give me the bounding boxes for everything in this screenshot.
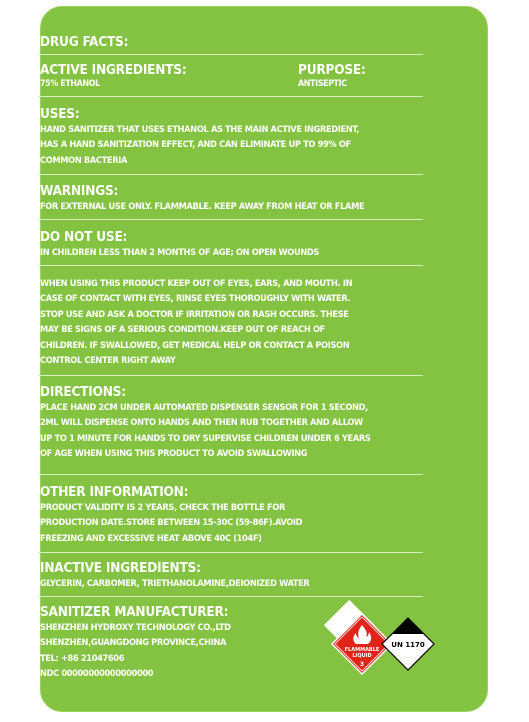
inactive-ingredients-section xyxy=(40,560,422,591)
active-ingredients-value: 75% ETHANOL xyxy=(40,79,100,89)
when-using-section xyxy=(40,276,422,368)
other-information-line: PRODUCT VALIDITY IS 2 YEARS, CHECK THE BOTTLE FOR xyxy=(40,502,285,513)
uses-heading: USES: xyxy=(40,106,80,122)
when-using-line: WHEN USING THIS PRODUCT KEEP OUT OF EYES, EARS, AND MOUTH. IN xyxy=(40,278,353,289)
divider xyxy=(38,552,423,553)
directions-heading: DIRECTIONS: xyxy=(40,384,126,400)
divider xyxy=(38,265,423,266)
purpose-column xyxy=(298,62,366,90)
uses-line: HAS A HAND SANITIZATION EFFECT, AND CAN ELIMINATE UP TO 99% OF xyxy=(40,139,351,151)
drug-facts-section xyxy=(40,34,422,50)
manufacturer-ndc: NDC 00000000000000000 xyxy=(40,668,154,680)
other-information-line: PRODUCTION DATE.STORE BETWEEN 15-30C (59-86F).AVOID xyxy=(40,517,303,529)
uses-line: COMMON BACTERIA xyxy=(40,154,127,166)
warnings-heading: WARNINGS: xyxy=(40,183,119,199)
divider xyxy=(38,174,423,175)
divider xyxy=(38,596,423,597)
drug-facts-heading: DRUG FACTS: xyxy=(40,34,129,50)
uses-line: HAND SANITIZER THAT USES ETHANOL AS THE MAIN ACTIVE INGREDIENT, xyxy=(40,124,360,135)
hazard-class-number: 3 xyxy=(359,661,365,668)
warnings-section xyxy=(40,183,422,214)
un-number-label: UN 1170 xyxy=(391,641,425,649)
inactive-ingredients-heading: INACTIVE INGREDIENTS: xyxy=(40,560,201,576)
uses-section xyxy=(40,106,422,168)
do-not-use-line: IN CHILDREN LESS THAN 2 MONTHS OF AGE; ON OPEN WOUNDS xyxy=(40,247,320,258)
flammable-label: FLAMMABLE xyxy=(344,647,380,653)
manufacturer-section xyxy=(40,604,270,682)
inactive-ingredients-line: GLYCERIN, CARBOMER, TRIETHANOLAMINE,DEIONIZED WATER xyxy=(40,578,310,589)
divider xyxy=(38,375,423,376)
when-using-line: CONTROL CENTER RIGHT AWAY xyxy=(40,355,176,367)
divider xyxy=(38,96,423,97)
directions-line: 2ML WILL DISPENSE ONTO HANDS AND THEN RUB TOGETHER AND ALLOW xyxy=(40,417,363,429)
directions-line: UP TO 1 MINUTE FOR HANDS TO DRY SUPERVISE CHILDREN UNDER 6 YEARS xyxy=(40,432,371,444)
other-information-heading: OTHER INFORMATION: xyxy=(40,484,189,500)
manufacturer-line: SHENZHEN,GUANGDONG PROVINCE,CHINA xyxy=(40,637,227,649)
do-not-use-section xyxy=(40,229,422,260)
purpose-heading: PURPOSE: xyxy=(298,62,366,78)
directions-line: OF AGE WHEN USING THIS PRODUCT TO AVOID SWALLOWING xyxy=(40,448,308,460)
liquid-label: LIQUID xyxy=(352,653,372,659)
divider xyxy=(38,474,423,475)
hazard-badges-graphic xyxy=(300,614,425,680)
manufacturer-heading: SANITIZER MANUFACTURER: xyxy=(40,604,229,620)
when-using-line: CASE OF CONTACT WITH EYES, RINSE EYES THOROUGHLY WITH WATER. xyxy=(40,293,351,305)
warnings-line: FOR EXTERNAL USE ONLY. FLAMMABLE. KEEP AWAY FROM HEAT OR FLAME xyxy=(40,201,365,212)
manufacturer-phone: TEL: +86 21047606 xyxy=(40,652,125,664)
when-using-line: STOP USE AND ASK A DOCTOR IF IRRITATION OR RASH OCCURS. THESE xyxy=(40,308,349,320)
when-using-line: MAY BE SIGNS OF A SERIOUS CONDITION.KEEP OUT OF REACH OF xyxy=(40,324,325,336)
purpose-value: ANTISEPTIC xyxy=(298,79,347,89)
divider xyxy=(38,219,423,220)
directions-line: PLACE HAND 2CM UNDER AUTOMATED DISPENSER SENSOR FOR 1 SECOND, xyxy=(40,402,368,413)
hazard-badges xyxy=(300,614,425,680)
active-ingredients-heading: ACTIVE INGREDIENTS: xyxy=(40,62,187,78)
when-using-line: CHILDREN. IF SWALLOWED, GET MEDICAL HELP OR CONTACT A POISON xyxy=(40,339,350,351)
other-information-section xyxy=(40,484,422,546)
directions-section xyxy=(40,384,422,462)
other-information-line: FREEZING AND EXCESSIVE HEAT ABOVE 40C (104F) xyxy=(40,532,262,544)
do-not-use-heading: DO NOT USE: xyxy=(40,229,128,245)
active-ingredients-section xyxy=(40,62,422,90)
divider xyxy=(38,54,423,55)
manufacturer-line: SHENZHEN HYDROXY TECHNOLOGY CO.,LTD xyxy=(40,622,231,633)
